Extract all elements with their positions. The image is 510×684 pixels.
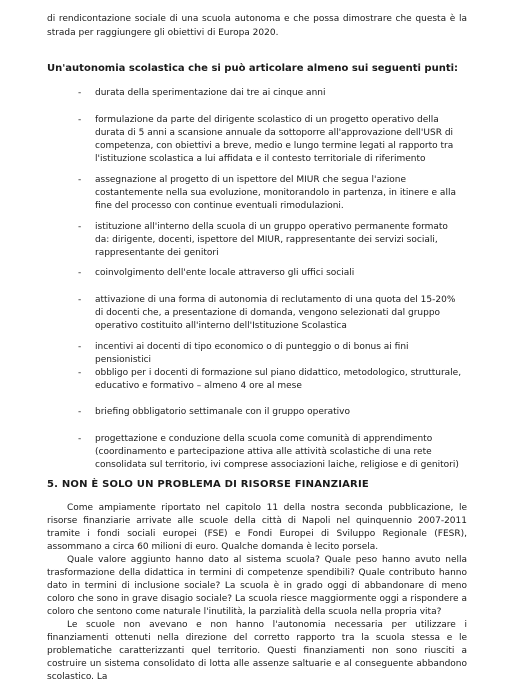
intro-paragraph: di rendicontazione sociale di una scuola autonoma e che possa dimostrare che questa è la strada per raggiungere gli obiettivi di Europa 2020. xyxy=(47,14,467,38)
bullet-marker: - xyxy=(78,88,82,98)
section-heading-autonomia: Un'autonomia scolastica che si può articolare almeno sui seguenti punti: xyxy=(47,63,459,74)
bullet-marker: - xyxy=(78,434,82,444)
body-paragraph: Le scuole non avevano e non hanno l'autonomia necessaria per utilizzare i finanziamenti ottenuti nella direzione del corretto rapporto tra la scuola stessa e le problematiche caratterizzanti quel territorio. Questi finanziamenti non sono riusciti a costruire un sistema consolidato di lotta alle assenze saltuarie e al conseguente abbandono scolastico. La xyxy=(47,620,467,682)
bullet-item: durata della sperimentazione dai tre ai cinque anni xyxy=(95,88,326,98)
bullet-marker: - xyxy=(78,295,82,305)
bullet-item: assegnazione al progetto di un ispettore del MIUR che segua l'azione costantemente nella sua evoluzione, monitorandolo in partenza, in itinere e alla fine del processo con continue eventuali rimodulazioni. xyxy=(95,175,456,211)
bullet-item: obbligo per i docenti di formazione sul piano didattico, metodologico, strutturale, educativo e formativo – almeno 4 ore al mese xyxy=(95,368,462,391)
bullet-marker: - xyxy=(78,115,82,125)
bullet-item: incentivi ai docenti di tipo economico o di punteggio o di bonus ai fini pensionistici xyxy=(95,342,409,365)
bullet-marker: - xyxy=(78,342,82,352)
bullet-item: coinvolgimento dell'ente locale attraverso gli uffici sociali xyxy=(95,268,355,278)
bullet-marker: - xyxy=(78,175,82,185)
bullet-item: progettazione e conduzione della scuola come comunità di apprendimento (coordinamento e partecipazione attiva alle attività scolastiche di una rete consolidata sul territorio, ivi comprese associazioni laiche, religiose e di genitori) xyxy=(95,434,459,470)
bullet-item: istituzione all'interno della scuola di un gruppo operativo permanente formato da: dirigente, docenti, ispettore del MIUR, rappresentante dei servizi sociali, rappresentante dei genitori xyxy=(95,222,448,258)
bullet-marker: - xyxy=(78,368,82,378)
bullet-marker: - xyxy=(78,407,82,417)
bullet-item: attivazione di una forma di autonomia di reclutamento di una quota del 15-20% di docenti che, a presentazione di domanda, vengono selezionati dal gruppo operativo costituito all'interno dell'Istituzione Scolastica xyxy=(95,295,456,331)
body-paragraph: Come ampiamente riportato nel capitolo 11 della nostra seconda pubblicazione, le risorse finanziarie arrivate alle scuole della città di Napoli nel quinquennio 2007-2011 tramite i fondi sociali europei (FSE) e Fondi Europei di Sviluppo Regionale (FESR), assommano a circa 60 milioni di euro. Qualche domanda è lecito porsela. xyxy=(47,503,467,552)
bullet-marker: - xyxy=(78,222,82,232)
bullet-item: briefing obbligatorio settimanale con il gruppo operativo xyxy=(95,407,350,417)
section-heading-risorse: 5. NON È SOLO UN PROBLEMA DI RISORSE FINANZIARIE xyxy=(47,479,369,490)
bullet-item: formulazione da parte del dirigente scolastico di un progetto operativo della durata di 5 anni a scansione annuale da sottoporre all'approvazione dell'USR di competenza, con obiettivi a breve, medio e lungo termine legati al rapporto tra l'istituzione scolastica a lui affidata e il contesto territoriale di riferimento xyxy=(95,115,454,164)
body-paragraph: Quale valore aggiunto hanno dato al sistema scuola? Quale peso hanno avuto nella trasformazione della didattica in termini di competenze spendibili? Quale contributo hanno dato in termini di inclusione sociale? La scuola è in grado oggi di abbandonare di meno coloro che sono in grave disagio sociale? La scuola riesce maggiormente oggi a rispondere a coloro che sentono come naturale l'inutilità, la parzialità della scuola nella propria vita? xyxy=(47,555,467,617)
bullet-marker: - xyxy=(78,268,82,278)
